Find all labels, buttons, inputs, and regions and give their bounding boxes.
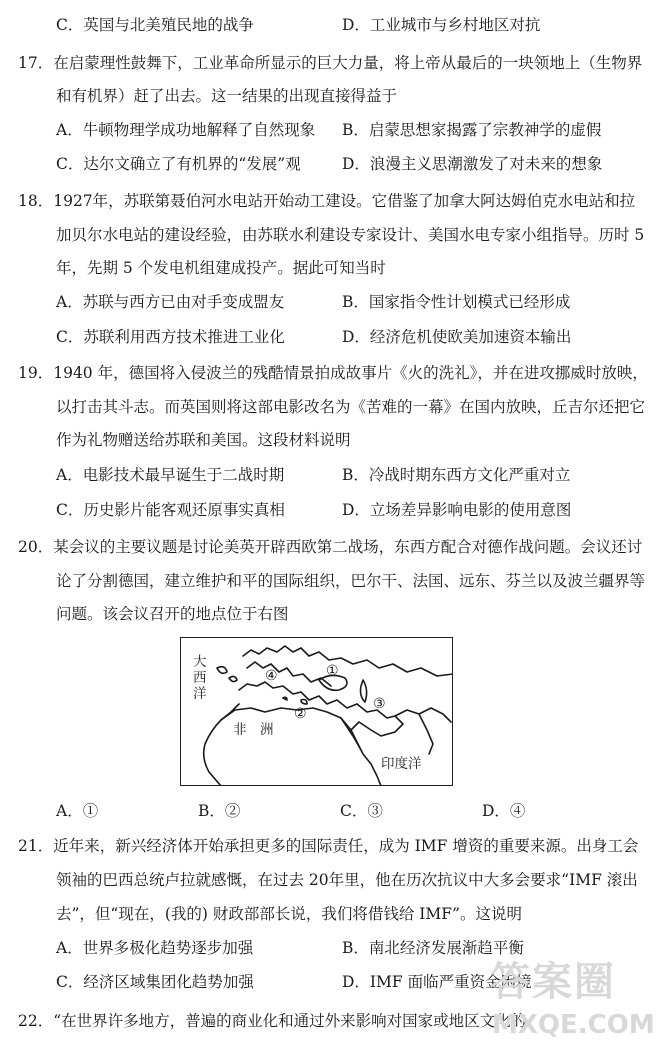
question-21-option-a: A．世界多极化趋势逐步加强 <box>56 939 254 957</box>
question-19-option-c: C．历史影片能客观还原事实真相 <box>56 501 285 519</box>
question-18-stem-cont-2: 年，先期 5 个发电机组建成投产。据此可知当时 <box>56 259 386 277</box>
question-21-stem-cont-2: 去”，但“现在，(我的) 财政部部长说，我们将借钱给 IMF”。这说明 <box>56 905 522 923</box>
question-21-option-b: B．南北经济发展渐趋平衡 <box>342 939 524 957</box>
question-18-stem: 18．1927年，苏联第聂伯河水电站开始动工建设。它借鉴了加拿大阿达姆伯克水电站和拉 <box>18 192 636 210</box>
question-17-option-a: A．牛顿物理学成功地解释了自然现象 <box>56 121 316 139</box>
question-18-option-c: C．苏联利用西方技术推进工业化 <box>56 328 285 346</box>
question-21-option-d: D．IMF 面临严重资金困境 <box>342 973 532 991</box>
watermark-logo: 答案圈 <box>490 958 616 1005</box>
question-21-option-c: C．经济区域集团化趋势加强 <box>56 973 254 991</box>
question-20-stem-cont-2: 问题。该会议召开的地点位于右图 <box>56 605 289 623</box>
question-17-option-c: C．达尔文确立了有机界的“发展”观 <box>56 155 301 173</box>
question-19-stem-cont-2: 作为礼物赠送给苏联和美国。这段材料说明 <box>56 431 351 449</box>
question-20-option-b: B．② <box>198 802 241 820</box>
question-19-option-b: B．冷战时期东西方文化严重对立 <box>342 466 571 484</box>
option-c-prev: C．英国与北美殖民地的战争 <box>56 16 254 34</box>
question-20-map <box>180 637 453 786</box>
question-19-stem: 19．1940 年，德国将入侵波兰的残酷情景拍成故事片《火的洗礼》，并在进攻挪威时放映， <box>18 364 648 382</box>
question-20-stem-cont-1: 论了分割德国，建立维护和平的国际组织，巴尔干、法国、远东、芬兰以及波兰疆界等 <box>56 572 646 590</box>
watermark-url: MXQE.COM <box>492 1010 655 1040</box>
question-19-stem-cont-1: 以打击其斗志。而英国则将这部电影改名为《苦难的一幕》在国内放映，丘吉尔还把它 <box>56 398 646 416</box>
question-20-option-d: D．④ <box>482 802 526 820</box>
question-20-stem: 20．某会议的主要议题是讨论美英开辟西欧第二战场，东西方配合对德作战问题。会议还讨 <box>18 538 643 556</box>
question-17-option-b: B．启蒙思想家揭露了宗教神学的虚假 <box>342 121 602 139</box>
map-marker-2: ② <box>294 706 307 722</box>
question-18-option-a: A．苏联与西方已由对手变成盟友 <box>56 293 285 311</box>
question-21-stem-cont-1: 领袖的巴西总统卢拉就感慨，在过去 20年里，他在历次抗议中大多会要求“IMF 滚出 <box>56 871 638 889</box>
question-21-stem: 21．近年来，新兴经济体开始承担更多的国际责任，成为 IMF 增资的重要来源。出身工会 <box>18 837 639 855</box>
question-18-stem-cont-1: 加贝尔水电站的建设经验，由苏联水利建设专家设计、美国水电专家小组指导。历时 5 <box>56 226 645 244</box>
question-19-option-a: A．电影技术最早诞生于二战时期 <box>56 466 285 484</box>
option-d-prev: D．工业城市与乡村地区对抗 <box>342 16 541 34</box>
question-19-option-d: D．立场差异影响电影的使用意图 <box>342 501 572 519</box>
map-marker-3: ③ <box>373 696 386 712</box>
map-label-africa: 非 洲 <box>233 722 274 738</box>
question-17-stem-cont: 和有机界）赶了出去。这一结果的出现直接得益于 <box>56 87 398 105</box>
map-label-indian-ocean: 印度洋 <box>381 756 422 772</box>
question-17-stem: 17．在启蒙理性鼓舞下，工业革命所显示的巨大力量，将上帝从最后的一块领地上（生物界 <box>18 54 643 72</box>
map-label-atlantic: 大西洋 <box>193 654 207 702</box>
question-20-option-c: C．③ <box>340 802 383 820</box>
question-20-option-a: A．① <box>56 802 99 820</box>
question-22-stem: 22．“在世界许多地方，普遍的商业化和通过外来影响对国家或地区文化的 <box>18 1012 527 1030</box>
question-17-option-d: D．浪漫主义思潮激发了对未来的想象 <box>342 155 603 173</box>
map-marker-4: ④ <box>265 668 278 684</box>
question-18-option-d: D．经济危机使欧美加速资本输出 <box>342 328 572 346</box>
map-marker-1: ① <box>326 663 339 679</box>
question-18-option-b: B．国家指令性计划模式已经形成 <box>342 293 571 311</box>
